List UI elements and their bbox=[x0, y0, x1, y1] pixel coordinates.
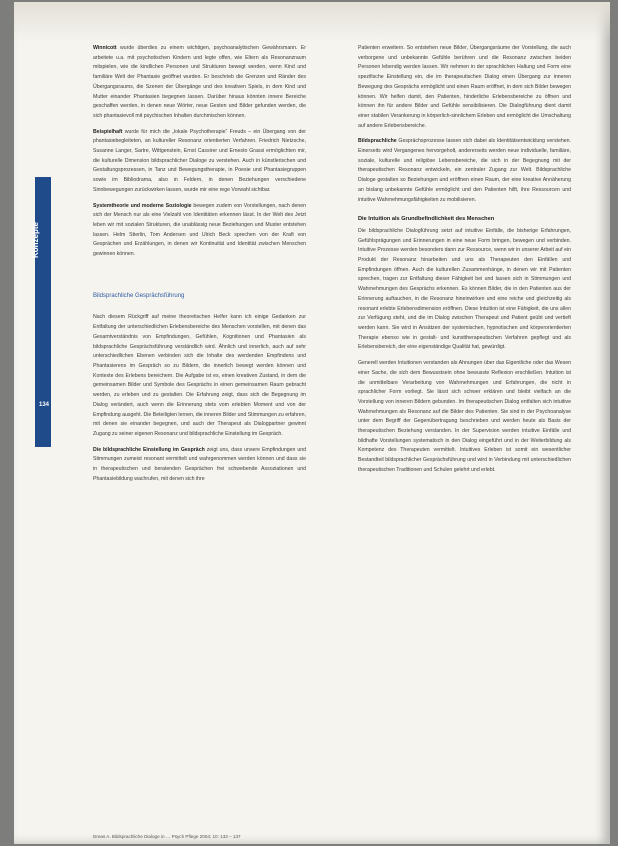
paragraph: Patienten erweitern. So entstehen neue Bilder, Übergangsräume der Vorstellung, die auch verborgene und unbekannte Gefühle berühren und die Resonanz zwischen beiden Personen lebendig werden lassen. Wir nehmen in der sprachlichen Haltung und Form eine spezifische Einstellung ein, die im therapeutischen Dialog einen Übergang zur inneren Bewegung des Gesprächs ermöglicht und einen Raum eröffnet, in dem sich Bilder bewegen können. Wir helfen damit, den Patienten, hinderliche Erlebensbereiche zu öffnen und können ihn für andere Bilder und Gefühle sensibilisieren. Die Dialogführung dient damit einer stabilen Verankerung in körperlich-sinnlichem Erleben und ermöglicht die Umschaltung auf andere Erlebensbereiche. bbox=[358, 45, 571, 129]
paragraph-lead: Winnicott bbox=[93, 45, 117, 51]
page-number: 134 bbox=[38, 402, 49, 408]
paragraph-lead: Die bildsprachliche Einstellung im Gespräch bbox=[93, 446, 205, 453]
left-column bbox=[93, 44, 306, 490]
paragraph-text: wurde für mich die „lokale Psychotherapie“ Freuds – ein Übergang von der phantasiebegleiteten, an kultureller Resonanz orientierten Verfahren. Friedrich Nietzsche, Susanne Langer, Sartre, Wittgenstein, Ernst Cassirer und Ernesto Grassi ermöglichten mir, die kulturelle Dimension bildsprachlicher Dialoge zu verstehen. Auch in künstlerischen und Gestaltungsprozessen, in Tanz und Bewegungstherapie, in Poesie und Phantasiegruppen sowie im Bibliodrama, also in Feldern, in denen Beziehungen verschiedene Sinnbewegungen zurückwirken lassen, wurde mir eine rege Vorwahl sichtbar. bbox=[93, 128, 306, 193]
paragraph-text: zeigt uns, dass unsere Empfindungen und Stimmungen zumeist resonant vermittelt und wahrgenommen werden können und dass sie in therapeutischen und beratenden Gesprächen frei schwebende Assoziationen und Phantasiebildung wachrufen, mit denen sich ihre bbox=[93, 446, 306, 482]
paragraph bbox=[93, 202, 306, 260]
paragraph bbox=[358, 137, 571, 205]
citation-footer: Dreas A. Bildsprachliche Dialoge in … Psych Pflege 2004; 10: 133 – 137 bbox=[93, 834, 241, 839]
paragraph bbox=[93, 128, 306, 196]
paragraph-lead: Bildsprachliche bbox=[358, 138, 397, 145]
paragraph-lead: Systemtheorie und moderne Soziologie bbox=[93, 202, 192, 209]
sidebar-label: Konzepte bbox=[31, 222, 40, 258]
paragraph-lead: Beispielhaft bbox=[93, 128, 123, 135]
subheading: Die Intuition als Grundbefindlichkeit des Menschen bbox=[358, 216, 495, 223]
paragraph-text: Gesprächsprozesse lassen sich dabei als Identitätsentwicklung verstehen. Einerseits wird Vergangenes hervorgeholt, andererseits werden neue individuelle, familiäre, soziale, kulturelle und religiöse Lebensbereiche, die sich in der Begegnung mit der therapeutischen Resonanz entwickeln, ein zentraler Zugang zur Welt. Bildsprachliche Dialoge gestalten so Beziehungen und eröffnen einen Raum, der eine kreative Annäherung an bislang unbekannte Gefühle ermöglicht und den Patienten hilft, ihre Ressourcen und intuitive Wahrnehmungsfähigkeiten zu mobilisieren. bbox=[358, 138, 571, 203]
paragraph: Generell werden Intuitionen verstanden als Ahnungen über das Eigentliche oder das Wesen einer Sache, die sich dem Bewusstsein ohne bewusste Reflexion erschließen. Intuition ist die unmittelbare Verarbeitung von Wahrnehmungen und Erfahrungen, die nicht in sprachlicher Form vorliegt. Sie lässt sich schwer erklären und bleibt vielfach an die Vorstellung von inneren Bildern gebunden. Im therapeutischen Dialog entfalten sich intuitive Wahrnehmungen als Resonanz auf die Bilder des Patienten. Sie sind in der Psychoanalyse unter dem Begriff der Gegenübertragung beschrieben und werden heute als Basis der therapeutischen Beziehung verstanden. In der Supervision werden intuitive Einfälle und bildhafte Vorstellungen systematisch in den Dialog eingeführt und in der Weiterbildung als Kompetenz des Therapeuten vermittelt. Intuitives Erleben ist somit ein wesentlicher Bestandteil bildsprachlicher Gesprächsführung und wird in Verbindung mit unterschiedlichen therapeutischen Traditionen und Schulen gelehrt und erlebt. bbox=[358, 360, 571, 473]
section-title: Bildsprachliche Gesprächsführung bbox=[93, 292, 185, 299]
paragraph-text: bewegen zudem von Vorstellungen, nach denen sich der Mensch nur als eine Vielzahl von Identitäten erkennen lässt. In der Welt des Jetzt leben wir mit sozialen Strukturen, die unablässig neue Beziehungen und Muster entstehen lassen. Helm Stierlin, Tom Andersen und Ulrich Beck sprechen von der Kraft von Gesprächen und Erzählungen, in denen wir Kontinuität und Identität zwischen Menschen gewinnen können. bbox=[93, 202, 306, 258]
document-page bbox=[14, 2, 610, 844]
page-shading bbox=[14, 2, 610, 42]
paragraph bbox=[93, 44, 306, 122]
paragraph: Die bildsprachliche Dialogführung setzt auf intuitive Einfälle, die bisherige Erfahrungen, Gefühlsprägungen und Erinnerungen in eine neue Form bringen, bewegen und verbinden. Intuitive Prozesse werden besonders dann zur Ressource, wenn wir in unserer Arbeit auf ein Produkt der Resonanz hinarbeiten und uns als Therapeuten den Einfällen und Empfindungen öffnen. Auch die kulturellen Zusammenhänge, in denen wir mit Patienten sprechen, tragen zur Entfaltung dieser Fähigkeit bei und lassen sich in Stimmungen und Wahrnehmungen des Gesprächs erkennen. Es können Bilder, die in den Patienten aus der Erinnerung auftauchen, in die Resonanz hineinwirken und eine reiche und gleichzeitig als resonant erlebte Erlebensdimension eröffnen. Diese Intuition ist eine Fähigkeit, die uns allen zur Verfügung steht, und die im Dialog zwischen Therapeut und Patient geübt und vertieft werden kann. Sie wird in Ansätzen der systemischen, hypnotischen und körperorientierten Therapie ebenso wie in gestalt- und kunsttherapeutischen Verfahren gepflegt und als Erlebensbereich, der eine eigenständige Qualität hat, gewürdigt. bbox=[358, 227, 571, 351]
paragraph: Nach diesem Rückgriff auf meine theoretischen Helfer kann ich einige Gedanken zur Entfaltung der unterschiedlichen Erlebensbereiche des Menschen vorstellen, mit denen das Gesamtverständnis von Empfindungen, Gefühlen, Kognitionen und Phantasien als bildsprachliche Gesprächsführung verständlich wird. Ähnlich und innerlich, auch auf sehr unterschiedlichen Ebenen verbinden sich die Inhalte des werdenden Empfindens und Phantasierens im Gespräch so zu Bildern, die innerlich bewegt werden können und Kontexte des Erlebens bereichern. Die Aufgabe ist es, einen kreativen Zustand, in dem die gemeinsamen Bilder und Symbole des Gesprächs in einen gemeinsamen Raum gebracht werden, zu erleben und zu gestalten. Die Erfahrung zeigt, dass sich die Begegnung im Dialog verändert, auch wenn die Erinnerung stets vom erlebten Moment und von der Empfindung ausgeht. Die Beteiligten lernen, die inneren Bilder und Stimmungen zu erfahren, mit denen sie einander begegnen, und auch der Therapeut als Dialogpartner gewinnt Zugang zu seiner eigenen Resonanz und bildsprachliche Einstellung im Gespräch. bbox=[93, 314, 306, 437]
paragraph bbox=[93, 446, 306, 485]
right-column bbox=[358, 44, 571, 482]
paragraph-text: wurde überdies zu einem wichtigen, psychoanalytischen Gewährsmann. Er arbeitete u.a. mit psychotischen Kindern und legte offen, wie Eltern als Resonanzraum mitspielen, wie die kindlichen Personen und Strukturen bewegt werden, wenn Kind und familiäre Welt der Phantasie geöffnet wurden. Er beschrieb die Grenzen und Ränder des Übergangsraums, die Szenen der Übergänge und des kreativen Spiels, in dem Kind und Mutter einander Phantasien begegnen lassen. Darüber hinaus könnten innere Bereiche geschaffen werden, in denen neue Wörter, neue Gesten und Bilder gefunden werden, die sich phantasievoll mit psychischen Inhalten durchmischen können. bbox=[93, 45, 306, 119]
